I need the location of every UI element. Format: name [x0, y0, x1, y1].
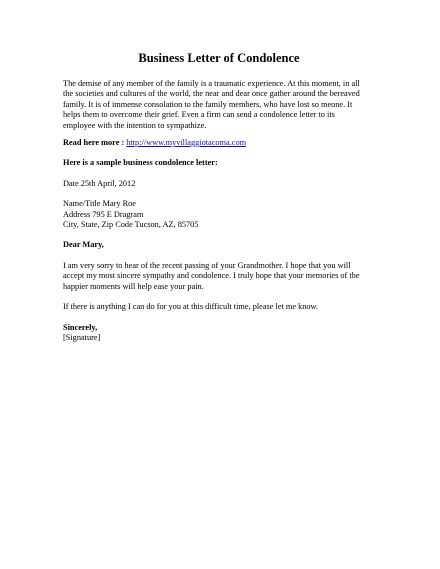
intro-line: The demise of any member of the family is a traumatic experience. At this moment, in all [63, 79, 360, 88]
intro-line: employee with the intention to sympathize. [63, 120, 207, 130]
date-line: Date 25th April, 2012 [63, 178, 136, 188]
address-line: City, State, Zip Code Tucson, AZ, 85705 [63, 220, 199, 230]
address-block [63, 199, 375, 230]
intro-paragraph [63, 79, 375, 131]
body-line: I am very sorry to hear of the recent passing of your Grandmother. I hope that you will [63, 260, 351, 270]
address-line: Name/Title Mary Roe [63, 199, 136, 209]
sample-heading: Here is a sample business condolence letter: [63, 158, 218, 168]
signoff: Sincerely, [63, 322, 98, 332]
letter-page [63, 50, 375, 343]
read-more-link[interactable]: http://www.myvillaggiotacoma.com [126, 138, 247, 148]
intro-line: family. It is of immense consolation to the family members, who have lost so meone. It [63, 99, 353, 109]
salutation: Dear Mary, [63, 240, 104, 250]
document-title: Business Letter of Condolence [138, 51, 300, 65]
signature-placeholder: [Signature] [63, 332, 101, 342]
body-paragraph [63, 261, 375, 292]
intro-line: helps them to overcome their grief. Even a firm can send a condolence letter to its [63, 110, 335, 120]
read-more-row [63, 138, 375, 148]
intro-line: the societies and cultures of the world, the near and dear once gather around the bereaved [63, 89, 360, 99]
body-line: happier moments will help ease your pain. [63, 281, 204, 291]
address-line: Address 795 E Dragram [63, 209, 144, 219]
body-line: accept my most sincere sympathy and condolence. I truly hope that your memories of the [63, 271, 360, 281]
read-more-label: Read here more : [63, 138, 125, 148]
closing-line: If there is anything I can do for you at this difficult time, please let me know. [63, 302, 319, 312]
